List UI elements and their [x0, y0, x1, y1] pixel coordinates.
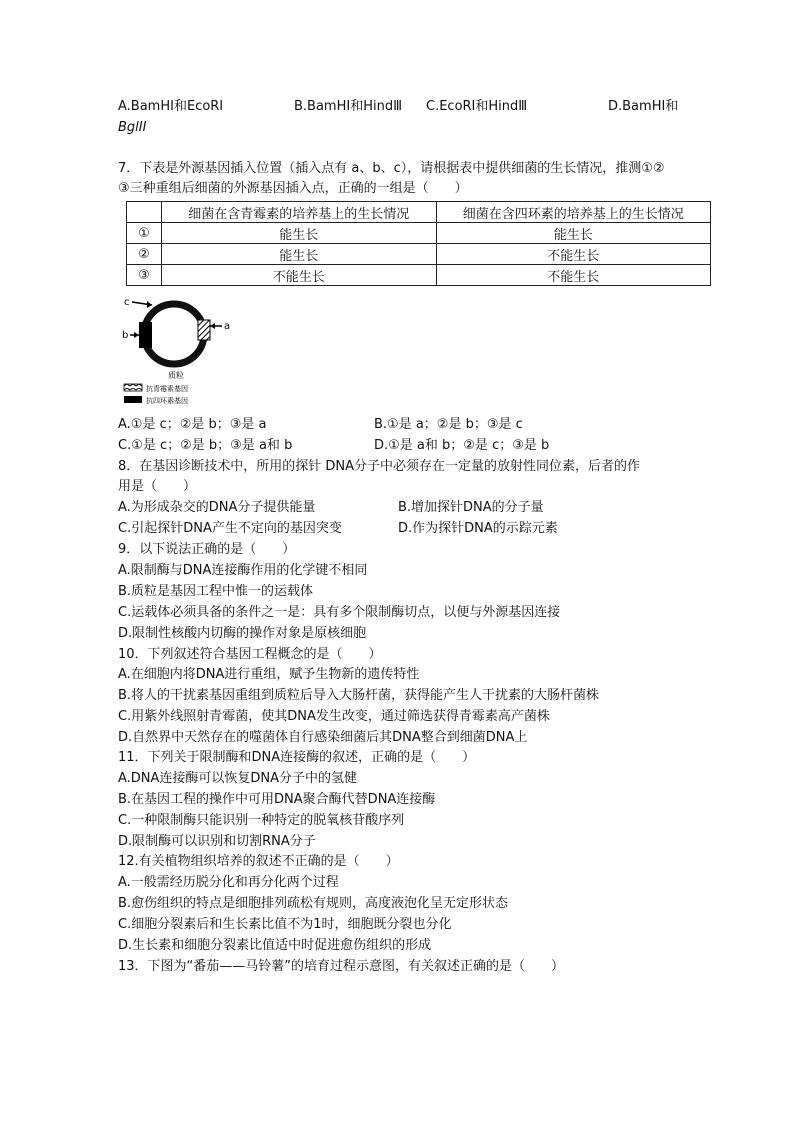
table-header-cell: 细菌在含青霉素的培养基上的生长情况: [162, 202, 437, 223]
q6-option-d-continued: BglII: [118, 120, 147, 135]
legend-tetracycline-label: 抗四环素基因: [146, 397, 188, 405]
q13-stem: 13．下图为“番茄——马铃薯”的培育过程示意图，有关叙述正确的是（ ）: [118, 959, 565, 974]
q10-option-c: C.用紫外线照射青霉菌，使其DNA发生改变，通过筛选获得青霉素高产菌株: [118, 709, 550, 724]
q10-option-b: B.将人的干扰素基因重组到质粒后导入大肠杆菌，获得能产生人干扰素的大肠杆菌株: [118, 688, 600, 703]
q12-option-a: A.一般需经历脱分化和再分化两个过程: [118, 875, 339, 890]
q6-option-c: C.EcoRI和HindⅢ: [426, 99, 528, 114]
table-cell: ③: [127, 265, 162, 286]
label-b: b: [122, 330, 129, 341]
tetracycline-gene-block: [139, 322, 152, 348]
q6-option-d: D.BamHI和: [608, 99, 679, 114]
table-cell: ②: [127, 244, 162, 265]
q9-option-b: B.质粒是基因工程中惟一的运载体: [118, 584, 314, 599]
q12-option-d: D.生长素和细胞分裂素比值适中时促进愈伤组织的形成: [118, 938, 432, 953]
q7-option-c: C.①是 c；②是 b；③是 a和 b: [118, 438, 293, 453]
table-cell: 能生长: [162, 244, 437, 265]
q11-option-d: D.限制酶可以识别和切割RNA分子: [118, 834, 316, 849]
q7-option-d: D.①是 a和 b；②是 c；③是 b: [374, 438, 550, 453]
q10-option-d: D.自然界中天然存在的噬菌体自行感染细菌后其DNA整合到细菌DNA上: [118, 730, 528, 745]
q9-stem: 9．以下说法正确的是（ ）: [118, 542, 296, 557]
q9-option-d: D.限制性核酸内切酶的操作对象是原核细胞: [118, 626, 367, 641]
q8-option-d: D.作为探针DNA的示踪元素: [398, 521, 558, 536]
q10-stem: 10．下列叙述符合基因工程概念的是（ ）: [118, 647, 382, 662]
q6-option-b: B.BamHI和HindⅢ: [294, 99, 403, 114]
table-header-cell: [127, 202, 162, 223]
arrow-a-head: [210, 323, 215, 329]
q9-option-a: A.限制酶与DNA连接酶作用的化学键不相同: [118, 563, 368, 578]
q8-option-c: C.引起探针DNA产生不定向的基因突变: [118, 521, 342, 536]
arrow-c-head: [147, 301, 152, 308]
penicillin-gene-block: [198, 320, 210, 340]
legend-penicillin-label: 抗青霉素基因: [146, 385, 188, 393]
q11-option-b: B.在基因工程的操作中可用DNA聚合酶代替DNA连接酶: [118, 792, 436, 807]
q10-option-a: A.在细胞内将DNA进行重组，赋予生物新的遗传特性: [118, 667, 420, 682]
legend-tetracycline-swatch: [124, 396, 142, 403]
q12-stem: 12.有关植物组织培养的叙述不正确的是（ ）: [118, 854, 399, 869]
q8-stem-line2: 用是（ ）: [118, 479, 197, 494]
arrow-b-head: [134, 332, 139, 338]
q9-option-c: C.运载体必须具备的条件之一是：具有多个限制酶切点，以便与外源基因连接: [118, 605, 561, 620]
label-c: c: [124, 297, 130, 308]
table-cell: 能生长: [162, 223, 437, 244]
q7-stem-line1: 7．下表是外源基因插入位置（插入点有 a、b、c），请根据表中提供细菌的生长情况，推测①②: [118, 161, 665, 176]
table-cell: ①: [127, 223, 162, 244]
table-row: [127, 244, 711, 265]
q6-option-a: A.BamHI和EcoRI: [118, 99, 224, 114]
q8-option-b: B.增加探针DNA的分子量: [398, 500, 544, 515]
table-header-cell: 细菌在含四环素的培养基上的生长情况: [436, 202, 711, 223]
table-row: [127, 265, 711, 286]
figure-caption: 质粒: [168, 371, 184, 380]
q7-option-b: B.①是 a；②是 b；③是 c: [374, 417, 523, 432]
legend-penicillin-swatch: [124, 384, 142, 391]
table-header-row: [127, 202, 711, 223]
q12-option-c: C.细胞分裂素后和生长素比值不为1时，细胞既分裂也分化: [118, 917, 452, 932]
q11-option-a: A.DNA连接酶可以恢复DNA分子中的氢健: [118, 771, 358, 786]
q11-stem: 11．下列关于限制酶和DNA连接酶的叙述，正确的是（ ）: [118, 750, 476, 765]
q12-option-b: B.愈伤组织的特点是细胞排列疏松有规则，高度液泡化呈无定形状态: [118, 896, 509, 911]
q7-option-a: A.①是 c；②是 b；③是 a: [118, 417, 267, 432]
q7-growth-table: [126, 201, 711, 286]
table-row: [127, 223, 711, 244]
plasmid-figure: [118, 292, 248, 412]
label-a: a: [224, 321, 231, 332]
q7-stem-line2: ③三种重组后细菌的外源基因插入点，正确的一组是（ ）: [118, 181, 468, 196]
table-cell: 不能生长: [436, 265, 711, 286]
q11-option-c: C.一种限制酶只能识别一种特定的脱氧核苷酸序列: [118, 813, 405, 828]
table-cell: 不能生长: [162, 265, 437, 286]
table-cell: 能生长: [436, 223, 711, 244]
q8-stem-line1: 8．在基因诊断技术中，所用的探针 DNA分子中必须存在一定量的放射性同位素，后者的作: [118, 459, 641, 474]
table-cell: 不能生长: [436, 244, 711, 265]
plasmid-ring: [144, 304, 204, 364]
q8-option-a: A.为形成杂交的DNA分子提供能量: [118, 500, 316, 515]
